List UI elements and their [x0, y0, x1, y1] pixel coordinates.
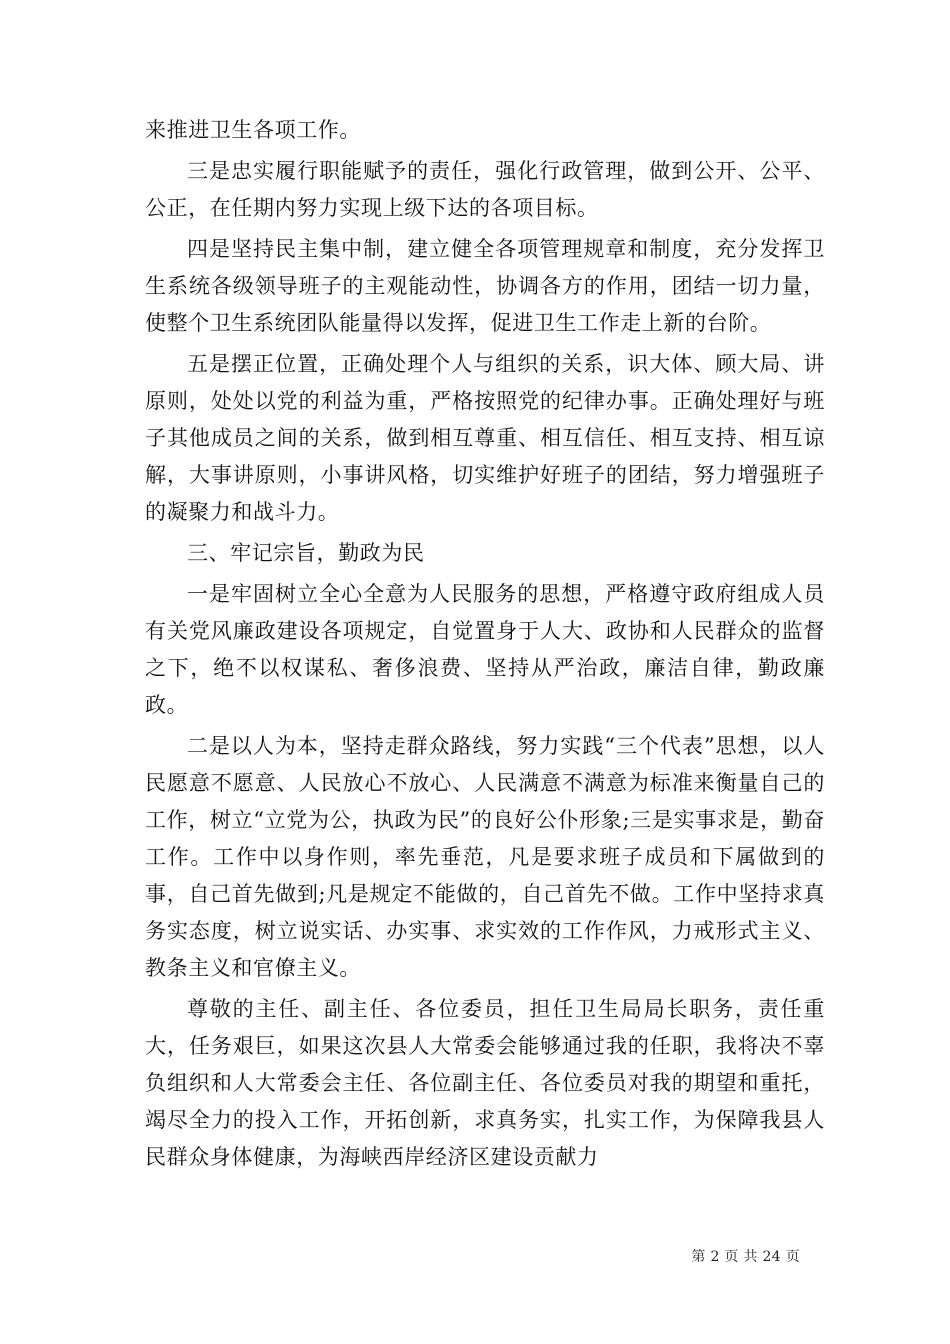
- paragraph-3: 四是坚持民主集中制，建立健全各项管理规章和制度，充分发挥卫生系统各级领导班子的主观能动性，协调各方的作用，团结一切力量，使整个卫生系统团队能量得以发挥，促进卫生工作走上新的台阶。: [145, 237, 825, 335]
- paragraph-5: 一是牢固树立全心全意为人民服务的思想，严格遵守政府组成人员有关党风廉政建设各项规定，自觉置身于人大、政协和人民群众的监督之下，绝不以权谋私、奢侈浪费、坚持从严治政，廉洁自律，勤政廉政。: [145, 582, 825, 717]
- paragraph-7: 尊敬的主任、副主任、各位委员，担任卫生局局长职务，责任重大，任务艰巨，如果这次县人大常委会能够通过我的任职，我将决不辜负组织和人大常委会主任、各位副主任、各位委员对我的期望和重托，竭尽全力的投入工作，开拓创新，求真务实，扎实工作，为保障我县人民群众身体健康，为海峡西岸经济区建设贡献力: [145, 997, 825, 1169]
- paragraph-2: 三是忠实履行职能赋予的责任，强化行政管理，做到公开、公平、公正，在任期内努力实现上级下达的各项目标。: [145, 159, 825, 220]
- paragraph-1: 来推进卫生各项工作。: [145, 118, 361, 142]
- document-body: [145, 112, 825, 1176]
- paragraph-6: 二是以人为本，坚持走群众路线，努力实践“三个代表”思想，以人民愿意不愿意、人民放心不放心、人民满意不满意为标准来衡量自己的工作，树立“立党为公，执政为民”的良好公仆形象;三是实事求是，勤奋工作。工作中以身作则，率先垂范，凡是要求班子成员和下属做到的事，自己首先做到;凡是规定不能做的，自己首先不做。工作中坚持求真务实态度，树立说实话、办实事、求实效的工作作风，力戒形式主义、教条主义和官僚主义。: [145, 734, 825, 980]
- page-number: 第 2 页 共 24 页: [691, 1249, 800, 1265]
- section-heading: 三、牢记宗旨，勤政为民: [187, 541, 425, 565]
- paragraph-4: 五是摆正位置，正确处理个人与组织的关系，识大体、顾大局、讲原则，处处以党的利益为重，严格按照党的纪律办事。正确处理好与班子其他成员之间的关系，做到相互尊重、相互信任、相互支持、相互谅解，大事讲原则，小事讲风格，切实维护好班子的团结，努力增强班子的凝聚力和战斗力。: [145, 352, 825, 524]
